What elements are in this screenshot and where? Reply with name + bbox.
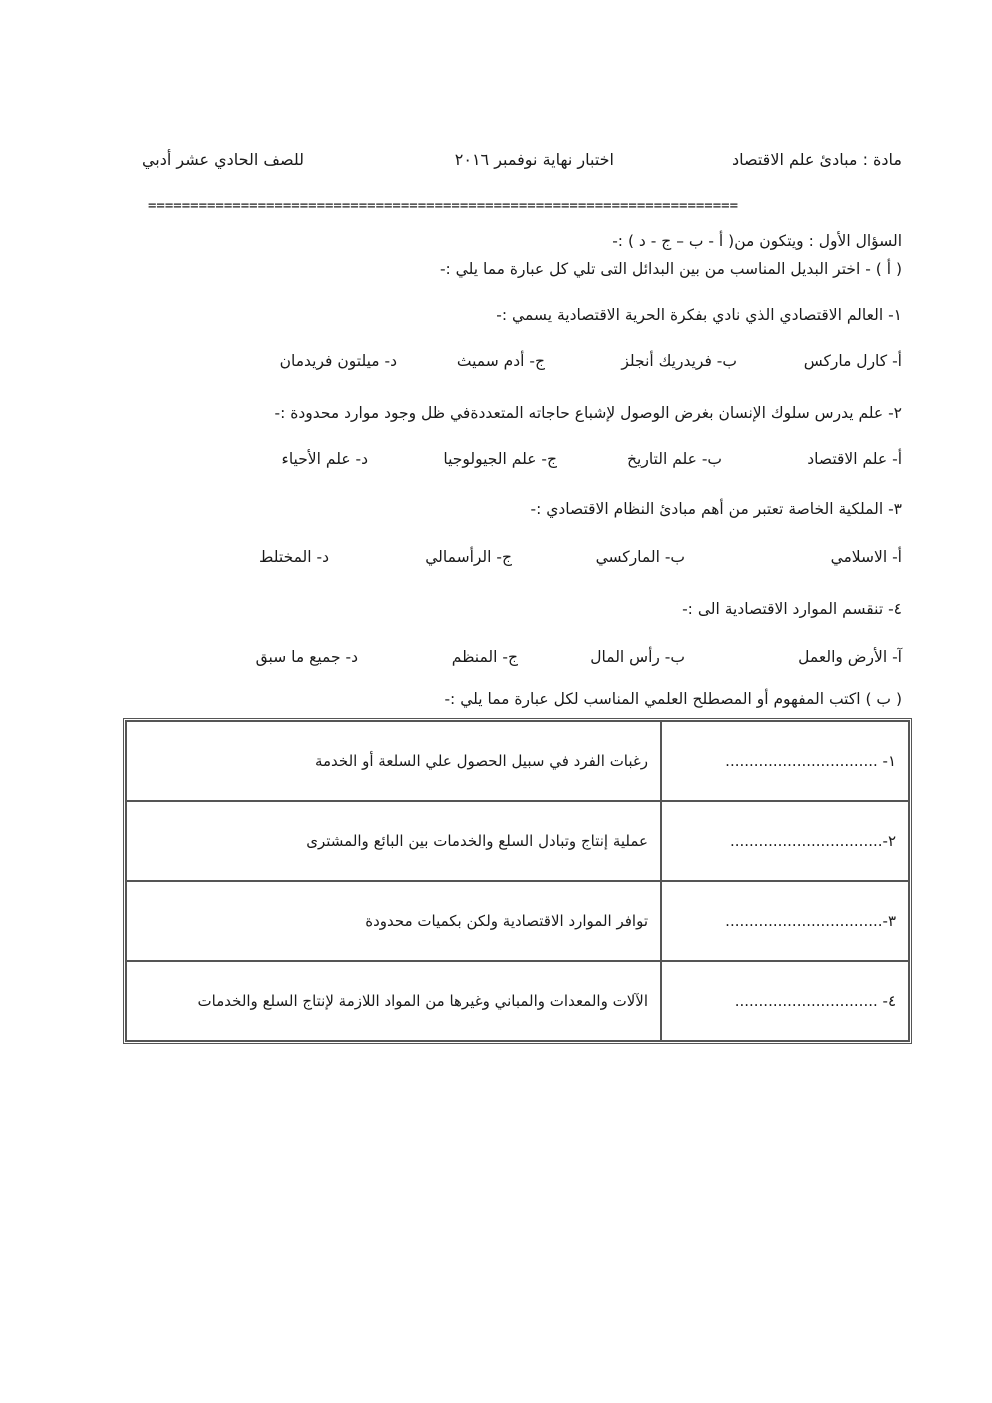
mcq-stem-4: ٤- تنقسم الموارد الاقتصادية الى :- — [682, 600, 902, 618]
mcq-option: د- ميلتون فريدمان — [279, 352, 397, 370]
mcq-option: ج- المنظم — [451, 648, 518, 666]
mcq-option: ب- فريدريك أنجلز — [621, 352, 737, 370]
mcq-option: آ- الأرض والعمل — [798, 648, 902, 666]
mcq-stem-1: ١- العالم الاقتصادي الذي نادي بفكرة الحرية الاقتصادية يسمي :- — [496, 306, 902, 324]
mcq-option: د- المختلط — [259, 548, 329, 566]
table-row — [126, 881, 909, 961]
question-title: السؤال الأول : ويتكون من( أ - ب – ج - د ) :- — [612, 232, 902, 250]
term-definition: توافر الموارد الاقتصادية ولكن بكميات محدودة — [126, 881, 661, 961]
mcq-option: ب- علم التاريخ — [627, 450, 722, 468]
term-definition: رغبات الفرد في سبيل الحصول علي السلعة أو الخدمة — [126, 721, 661, 801]
mcq-option: د- جميع ما سبق — [255, 648, 358, 666]
mcq-option: ج- علم الجيولوجيا — [443, 450, 557, 468]
mcq-option: ب- الماركسي — [595, 548, 685, 566]
separator-line: ====================================================================== — [148, 198, 739, 214]
term-definition: الآلات والمعدات والمباني وغيرها من المواد اللازمة لإنتاج السلع والخدمات — [126, 961, 661, 1041]
answer-blank: ٢-................................ — [661, 801, 909, 881]
table-row — [126, 961, 909, 1041]
mcq-option: ج- أدم سميث — [456, 352, 545, 370]
answer-blank: ٤- .............................. — [661, 961, 909, 1041]
table-row — [126, 721, 909, 801]
answer-blank: ٣-................................. — [661, 881, 909, 961]
part-a-instruction: ( أ ) - اختر البديل المناسب من بين البدائل التى تلي كل عبارة مما يلي :- — [439, 260, 902, 278]
terms-table — [123, 718, 912, 1044]
mcq-option: أ- كارل ماركس — [803, 352, 902, 370]
exam-title: اختبار نهاية نوفمبر ٢٠١٦ — [454, 150, 614, 169]
mcq-option: أ- الاسلامي — [830, 548, 902, 566]
subject-label: مادة : مبادئ علم الاقتصاد — [731, 150, 902, 169]
part-b-instruction: ( ب ) اكتب المفهوم أو المصطلح العلمي المناسب لكل عبارة مما يلي :- — [444, 690, 902, 708]
mcq-option: ج- الرأسمالي — [425, 548, 512, 566]
table-row — [126, 801, 909, 881]
answer-blank: ١- ................................ — [661, 721, 909, 801]
grade-label: للصف الحادي عشر أدبي — [141, 150, 304, 169]
mcq-stem-3: ٣- الملكية الخاصة تعتبر من أهم مبادئ النظام الاقتصادي :- — [530, 500, 902, 518]
mcq-stem-2: ٢- علم يدرس سلوك الإنسان بغرض الوصول لإشباع حاجاته المتعددةفي ظل وجود موارد محدودة :- — [274, 404, 902, 422]
mcq-option: د- علم الأحياء — [281, 450, 368, 468]
mcq-option: أ- علم الاقتصاد — [807, 450, 902, 468]
mcq-option: ب- رأس المال — [590, 648, 685, 666]
term-definition: عملية إنتاج وتبادل السلع والخدمات بين البائع والمشترى — [126, 801, 661, 881]
